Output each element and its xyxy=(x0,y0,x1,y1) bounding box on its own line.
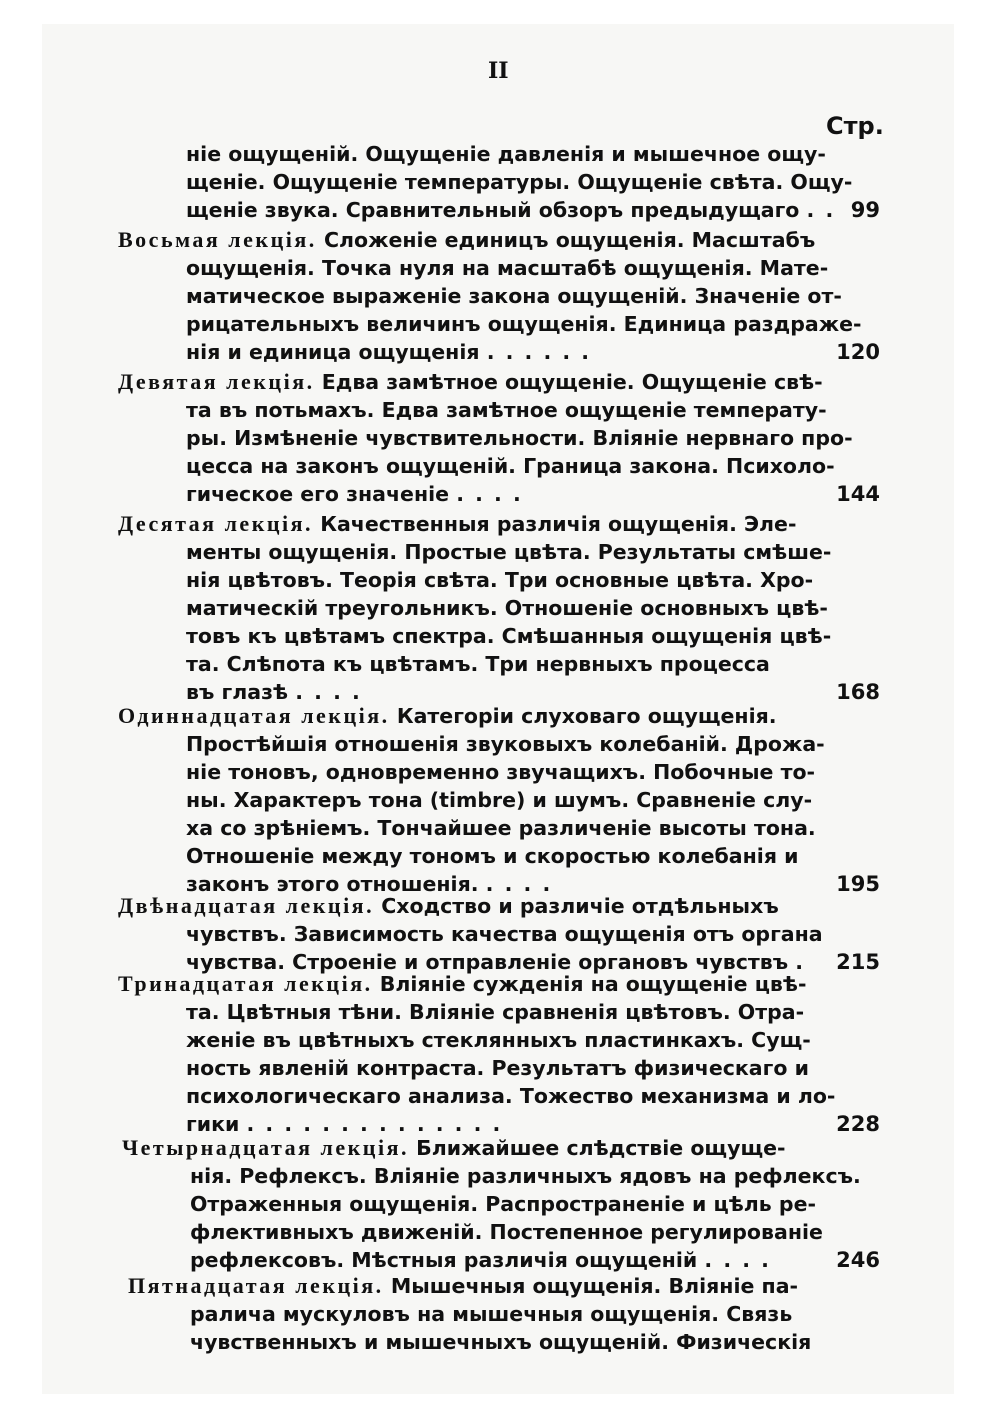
entry-line: чувственныхъ и мышечныхъ ощущеній. Физическія xyxy=(190,1330,812,1354)
entry-line: Отраженныя ощущенія. Распространеніе и цѣль ре- xyxy=(190,1192,816,1216)
entry-line: та. Слѣпота къ цвѣтамъ. Три нервныхъ процесса xyxy=(186,652,770,676)
lecture-title: Восьмая лекція. xyxy=(118,227,317,252)
page-ref: 99 xyxy=(850,198,880,222)
entry-line: ніе ощущеній. Ощущеніе давленія и мышечное ощу- xyxy=(186,142,826,166)
page-ref: 228 xyxy=(836,1112,880,1136)
entry-line: ны. Характеръ тона (timbre) и шумъ. Сравненіе слу- xyxy=(186,788,813,812)
entry-line: Отношеніе между тономъ и скоростью колебанія и xyxy=(186,844,799,868)
entry-line: гическое его значеніе . . . . xyxy=(186,482,523,506)
page-ref: 215 xyxy=(836,950,880,974)
page-ref: 168 xyxy=(836,680,880,704)
leader-dots: . . . . xyxy=(704,1248,771,1272)
pages-column-label: Стр. xyxy=(826,112,884,140)
entry-line: та. Цвѣтныя тѣни. Вліяніе сравненія цвѣтовъ. Отра- xyxy=(186,1000,805,1024)
entry-line: чувствъ. Зависимость качества ощущенія отъ органа xyxy=(186,922,823,946)
entry-line: нія цвѣтовъ. Теорія свѣта. Три основные цвѣта. Хро- xyxy=(186,568,814,592)
entry-line: ры. Измѣненіе чувствительности. Вліяніе нервнаго про- xyxy=(186,426,853,450)
entry-line: матическій треугольникъ. Отношеніе основныхъ цвѣ- xyxy=(186,596,828,620)
entry-line: щеніе звука. Сравнительный обзоръ предыдущаго . . xyxy=(186,198,836,222)
entry-line: Двѣнадцатая лекція. Сходство и различіе отдѣльныхъ xyxy=(118,893,779,918)
entry-line: въ глазѣ . . . . xyxy=(186,680,362,704)
entry-line: Пятнадцатая лекція. Мышечныя ощущенія. Вліяніе па- xyxy=(128,1273,799,1298)
leader-dots: . . . . . . . . . . . . . . xyxy=(246,1112,503,1136)
entry-line: Одиннадцатая лекція. Категоріи слуховаго ощущенія. xyxy=(118,703,777,728)
entry-line: менты ощущенія. Простые цвѣта. Результаты смѣше- xyxy=(186,540,832,564)
lecture-title: Десятая лекція. xyxy=(118,511,314,536)
page-ref: 246 xyxy=(836,1248,880,1272)
entry-line: гики . . . . . . . . . . . . . . xyxy=(186,1112,503,1136)
entry-line: нія. Рефлексъ. Вліяніе различныхъ ядовъ на рефлексъ. xyxy=(190,1164,861,1188)
page-ref: 195 xyxy=(836,872,880,896)
entry-line: женіе въ цвѣтныхъ стеклянныхъ пластинкахъ. Сущ- xyxy=(186,1028,811,1052)
page-ref: 144 xyxy=(836,482,880,506)
entry-line: ха со зрѣніемъ. Тончайшее различеніе высоты тона. xyxy=(186,816,816,840)
entry-line: Простѣйшія отношенія звуковыхъ колебаній. Дрожа- xyxy=(186,732,825,756)
lecture-title: Одиннадцатая лекція. xyxy=(118,703,390,728)
entry-line: та въ потьмахъ. Едва замѣтное ощущеніе температу- xyxy=(186,398,827,422)
entry-line: флективныхъ движеній. Постепенное регулированіе xyxy=(190,1220,823,1244)
entry-line: Десятая лекція. Качественныя различія ощущенія. Эле- xyxy=(118,511,797,536)
lecture-title: Четырнадцатая лекція. xyxy=(122,1135,409,1160)
entry-line: ность явленій контраста. Результатъ физическаго и xyxy=(186,1056,809,1080)
lecture-title: Девятая лекція. xyxy=(118,369,315,394)
page-number: II xyxy=(488,58,509,84)
entry-line: чувства. Строеніе и отправленіе органовъ чувствъ . xyxy=(186,950,806,974)
entry-line: Четырнадцатая лекція. Ближайшее слѣдствіе ощуще- xyxy=(122,1135,786,1160)
entry-line: матическое выраженіе закона ощущеній. Значеніе от- xyxy=(186,284,842,308)
entry-line: ралича мускуловъ на мышечныя ощущенія. Связь xyxy=(190,1302,793,1326)
lecture-title: Двѣнадцатая лекція. xyxy=(118,893,375,918)
lecture-title: Пятнадцатая лекція. xyxy=(128,1273,384,1298)
leader-dots: . . . . xyxy=(485,872,553,896)
entry-line: ощущенія. Точка нуля на масштабѣ ощущенія. Мате- xyxy=(186,256,829,280)
entry-line: ніе тоновъ, одновременно звучащихъ. Побочные то- xyxy=(186,760,816,784)
leader-dots: . . . . xyxy=(456,482,523,506)
entry-line: рефлексовъ. Мѣстныя различія ощущеній . . . . xyxy=(190,1248,771,1272)
entry-line: товъ къ цвѣтамъ спектра. Смѣшанныя ощущенія цвѣ- xyxy=(186,624,832,648)
entry-line: Тринадцатая лекція. Вліяніе сужденія на ощущеніе цвѣ- xyxy=(118,971,807,996)
entry-line: рицательныхъ величинъ ощущенія. Единица раздраже- xyxy=(186,312,862,336)
leader-dots: . . . . xyxy=(295,680,362,704)
lecture-title: Тринадцатая лекція. xyxy=(118,971,373,996)
leader-dots: . xyxy=(795,950,806,974)
entry-line: нія и единица ощущенія . . . . . . xyxy=(186,340,592,364)
entry-line: цесса на законъ ощущеній. Граница закона. Психоло- xyxy=(186,454,835,478)
entry-line: щеніе. Ощущеніе температуры. Ощущеніе свѣта. Ощу- xyxy=(186,170,853,194)
entry-line: психологическаго анализа. Тожество механизма и ло- xyxy=(186,1084,836,1108)
leader-dots: . . . . . . xyxy=(486,340,592,364)
entry-line: Восьмая лекція. Сложеніе единицъ ощущенія. Масштабъ xyxy=(118,227,816,252)
page-ref: 120 xyxy=(836,340,880,364)
leader-dots: . . xyxy=(806,198,836,222)
entry-line: законъ этого отношенія. . . . . xyxy=(186,872,553,896)
entry-line: Девятая лекція. Едва замѣтное ощущеніе. Ощущеніе свѣ- xyxy=(118,369,823,394)
